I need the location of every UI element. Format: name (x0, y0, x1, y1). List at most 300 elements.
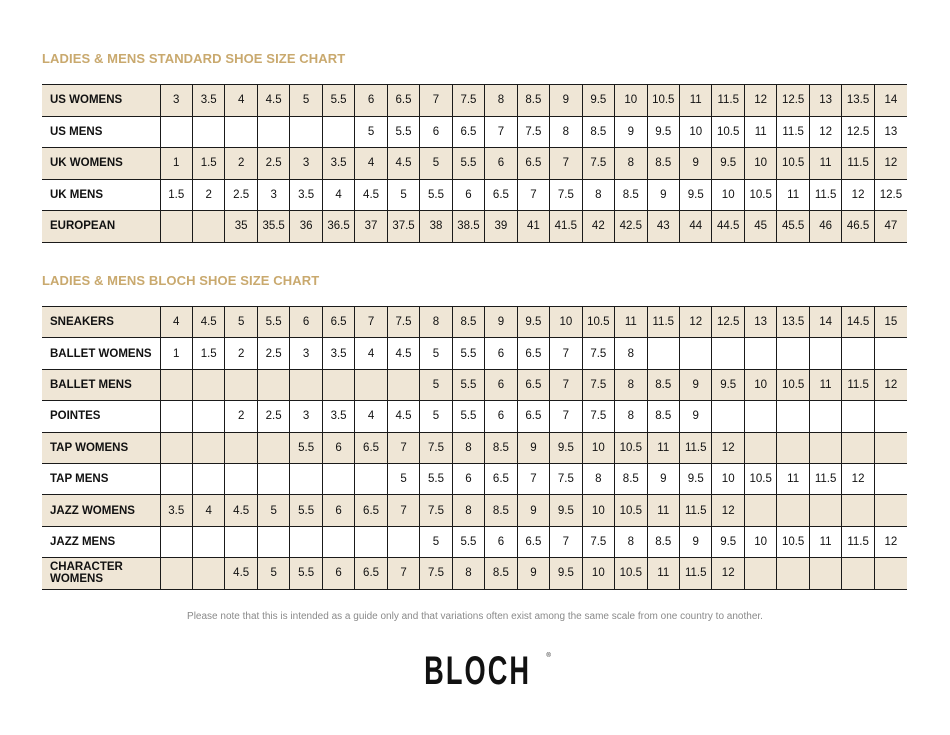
size-cell: 6 (322, 558, 354, 589)
size-cell (842, 338, 874, 369)
size-cell: 8 (452, 495, 484, 526)
size-cell: 38.5 (452, 211, 484, 243)
size-cell: 9.5 (680, 463, 712, 494)
size-cell (777, 338, 809, 369)
size-cell: 5.5 (387, 116, 419, 148)
size-cell: 12 (874, 369, 907, 400)
size-cell: 11.5 (842, 526, 874, 557)
size-cell: 1 (160, 338, 192, 369)
size-cell: 41.5 (550, 211, 582, 243)
size-cell: 12 (680, 307, 712, 338)
size-cell (160, 463, 192, 494)
size-cell: 9.5 (550, 558, 582, 589)
size-cell: 10 (680, 116, 712, 148)
row-label: TAP MENS (50, 473, 109, 486)
size-cell: 2 (225, 401, 257, 432)
size-cell: 6.5 (355, 432, 387, 463)
size-cell: 4 (192, 495, 224, 526)
size-cell: 6.5 (485, 463, 517, 494)
size-cell: 6 (485, 148, 517, 180)
size-cell: 10 (550, 307, 582, 338)
size-cell (777, 558, 809, 589)
size-cell: 9 (517, 432, 549, 463)
size-cell: 6.5 (355, 558, 387, 589)
size-cell: 14.5 (842, 307, 874, 338)
size-cell: 3 (257, 179, 289, 211)
size-cell: 8.5 (485, 495, 517, 526)
size-cell: 10 (582, 495, 614, 526)
size-cell: 11.5 (842, 148, 874, 180)
size-cell: 10 (744, 148, 776, 180)
size-cell: 2 (192, 179, 224, 211)
size-cell: 8.5 (517, 85, 549, 117)
size-cell: 8 (452, 558, 484, 589)
size-cell: 2.5 (225, 179, 257, 211)
size-cell: 5 (420, 369, 452, 400)
row-label: UK WOMENS (42, 148, 160, 180)
row-label: BALLET MENS (42, 369, 160, 400)
size-cell: 11.5 (809, 463, 841, 494)
size-cell: 8.5 (485, 432, 517, 463)
size-cell: 6.5 (387, 85, 419, 117)
size-cell: 45 (744, 211, 776, 243)
size-cell: 11 (680, 85, 712, 117)
size-cell: 12 (712, 558, 744, 589)
size-cell (712, 401, 744, 432)
size-cell: 7.5 (582, 338, 614, 369)
size-cell: 6.5 (355, 495, 387, 526)
size-cell: 7.5 (582, 401, 614, 432)
size-cell: 11 (777, 179, 809, 211)
size-cell: 8.5 (485, 558, 517, 589)
size-cell: 7.5 (517, 116, 549, 148)
size-cell: 5 (420, 526, 452, 557)
size-cell: 8 (582, 463, 614, 494)
size-cell (777, 495, 809, 526)
size-cell: 6 (452, 463, 484, 494)
size-cell (290, 463, 322, 494)
size-cell (647, 338, 679, 369)
size-cell: 13 (744, 307, 776, 338)
size-cell: 45.5 (777, 211, 809, 243)
size-cell: 3.5 (192, 85, 224, 117)
size-cell (225, 369, 257, 400)
size-cell: 14 (809, 307, 841, 338)
size-cell: 2 (225, 148, 257, 180)
size-cell: 4.5 (355, 179, 387, 211)
size-cell: 13.5 (777, 307, 809, 338)
size-cell: 11 (809, 148, 841, 180)
size-cell (874, 401, 907, 432)
row-label: UK MENS (50, 188, 104, 201)
size-cell (192, 211, 224, 243)
size-cell (192, 526, 224, 557)
standard-row (42, 179, 907, 211)
standard-row (42, 148, 907, 180)
size-cell: 10 (615, 85, 647, 117)
size-cell (192, 369, 224, 400)
size-cell: 3 (160, 85, 192, 117)
size-cell: 9.5 (517, 307, 549, 338)
size-cell: 4 (160, 307, 192, 338)
size-cell: 11.5 (647, 307, 679, 338)
size-cell: 6 (485, 369, 517, 400)
size-cell: 15 (874, 307, 907, 338)
size-cell: 38 (420, 211, 452, 243)
size-cell: 9.5 (712, 526, 744, 557)
size-cell (809, 401, 841, 432)
size-cell: 7 (387, 558, 419, 589)
size-cell: 1.5 (192, 338, 224, 369)
size-cell (257, 432, 289, 463)
size-cell: 8 (615, 369, 647, 400)
size-cell (192, 558, 224, 589)
size-cell: 5.5 (257, 307, 289, 338)
size-cell: 10.5 (615, 558, 647, 589)
size-cell: 5.5 (290, 432, 322, 463)
size-cell (842, 401, 874, 432)
size-cell: 9 (680, 401, 712, 432)
size-cell (290, 526, 322, 557)
bloch-row (42, 307, 907, 338)
size-cell: 9 (615, 116, 647, 148)
size-cell: 5.5 (452, 338, 484, 369)
size-cell: 8.5 (615, 179, 647, 211)
size-cell: 4 (322, 179, 354, 211)
size-cell: 12 (874, 526, 907, 557)
size-cell: 8 (615, 401, 647, 432)
standard-row (42, 211, 907, 243)
size-cell: 9.5 (550, 432, 582, 463)
size-cell: 5.5 (420, 463, 452, 494)
size-cell: 2.5 (257, 401, 289, 432)
size-cell: 12 (712, 432, 744, 463)
size-cell: 6 (452, 179, 484, 211)
size-cell (257, 526, 289, 557)
size-cell (809, 495, 841, 526)
size-cell: 1.5 (192, 148, 224, 180)
size-cell: 6 (485, 526, 517, 557)
size-cell (160, 116, 192, 148)
size-cell: 10 (582, 432, 614, 463)
size-cell: 9.5 (647, 116, 679, 148)
size-cell: 2.5 (257, 338, 289, 369)
size-cell (257, 369, 289, 400)
size-cell: 10.5 (744, 463, 776, 494)
size-cell (744, 558, 776, 589)
size-cell (842, 495, 874, 526)
size-cell: 10.5 (582, 307, 614, 338)
bloch-row (42, 369, 907, 400)
size-cell: 3 (290, 338, 322, 369)
size-cell (809, 338, 841, 369)
size-cell: 5 (257, 558, 289, 589)
size-cell: 11 (809, 526, 841, 557)
row-label: TAP WOMENS (42, 432, 160, 463)
size-cell: 8.5 (647, 401, 679, 432)
size-cell: 4 (355, 338, 387, 369)
size-cell: 12.5 (874, 179, 907, 211)
size-cell: 4.5 (387, 338, 419, 369)
size-cell: 2 (225, 338, 257, 369)
size-cell: 9 (680, 148, 712, 180)
size-cell (355, 369, 387, 400)
size-cell (322, 526, 354, 557)
size-cell: 6 (322, 432, 354, 463)
size-cell: 9 (680, 526, 712, 557)
size-cell (874, 495, 907, 526)
size-cell: 44.5 (712, 211, 744, 243)
size-cell (192, 463, 224, 494)
size-cell: 5.5 (290, 495, 322, 526)
size-cell: 8 (582, 179, 614, 211)
size-cell: 4.5 (387, 401, 419, 432)
size-cell: 4 (355, 148, 387, 180)
size-cell: 8 (452, 432, 484, 463)
size-cell (355, 463, 387, 494)
size-cell: 7 (420, 85, 452, 117)
size-cell: 8 (550, 116, 582, 148)
size-cell: 6.5 (517, 369, 549, 400)
size-cell: 7.5 (550, 179, 582, 211)
standard-chart-title: LADIES & MENS STANDARD SHOE SIZE CHART (42, 51, 346, 66)
size-cell: 5.5 (290, 558, 322, 589)
size-cell (160, 211, 192, 243)
size-cell: 4.5 (387, 148, 419, 180)
size-cell: 6.5 (517, 401, 549, 432)
size-cell: 10 (712, 179, 744, 211)
disclaimer-note: Please note that this is intended as a guide only and that variations often exist among the same scale from one country to another. (187, 611, 763, 622)
size-cell: 5.5 (452, 369, 484, 400)
size-cell: 1 (160, 148, 192, 180)
size-cell (387, 526, 419, 557)
size-cell: 9 (647, 463, 679, 494)
size-cell: 35 (225, 211, 257, 243)
size-cell: 10.5 (744, 179, 776, 211)
size-cell: 6.5 (452, 116, 484, 148)
size-cell: 7.5 (582, 148, 614, 180)
size-cell: 12 (744, 85, 776, 117)
size-cell: 7 (517, 463, 549, 494)
size-cell: 8 (615, 338, 647, 369)
size-cell: 11 (647, 432, 679, 463)
size-cell (874, 432, 907, 463)
size-cell: 5 (387, 179, 419, 211)
size-cell: 9 (680, 369, 712, 400)
size-cell: 8 (420, 307, 452, 338)
size-cell: 10 (744, 369, 776, 400)
size-cell: 5 (420, 338, 452, 369)
size-cell (322, 463, 354, 494)
size-cell: 8.5 (615, 463, 647, 494)
size-cell: 7 (485, 116, 517, 148)
size-cell: 9 (517, 558, 549, 589)
size-cell (257, 463, 289, 494)
size-cell (809, 432, 841, 463)
size-cell: 10.5 (777, 369, 809, 400)
size-cell: 5 (355, 116, 387, 148)
size-cell: 42 (582, 211, 614, 243)
size-cell: 11.5 (777, 116, 809, 148)
size-cell: 8 (485, 85, 517, 117)
size-cell (387, 369, 419, 400)
standard-row (42, 85, 907, 117)
size-cell: 6 (322, 495, 354, 526)
row-label: POINTES (50, 410, 101, 423)
size-cell: 6.5 (517, 148, 549, 180)
size-cell (160, 432, 192, 463)
size-cell: 10.5 (777, 526, 809, 557)
size-cell: 7.5 (452, 85, 484, 117)
size-cell: 37 (355, 211, 387, 243)
size-cell: 5.5 (322, 85, 354, 117)
size-cell (355, 526, 387, 557)
size-cell: 9.5 (582, 85, 614, 117)
size-cell: 42.5 (615, 211, 647, 243)
bloch-row (42, 463, 907, 494)
size-cell: 9.5 (550, 495, 582, 526)
registered-mark: ® (546, 653, 551, 659)
size-cell (842, 432, 874, 463)
size-cell: 10 (582, 558, 614, 589)
size-cell: 12.5 (842, 116, 874, 148)
size-cell: 5 (420, 401, 452, 432)
size-cell: 3.5 (160, 495, 192, 526)
size-cell (744, 338, 776, 369)
size-cell: 3 (290, 148, 322, 180)
size-cell: 10.5 (777, 148, 809, 180)
size-cell (160, 369, 192, 400)
row-label: EUROPEAN (42, 211, 160, 243)
size-cell: 7 (550, 369, 582, 400)
size-cell: 7.5 (420, 558, 452, 589)
size-cell: 13 (809, 85, 841, 117)
size-cell: 7.5 (387, 307, 419, 338)
size-cell: 7.5 (550, 463, 582, 494)
size-cell: 7.5 (582, 526, 614, 557)
size-cell: 5.5 (452, 526, 484, 557)
size-cell: 3 (290, 401, 322, 432)
size-cell (744, 432, 776, 463)
size-cell: 9 (517, 495, 549, 526)
size-cell: 13 (874, 116, 907, 148)
size-cell: 1.5 (160, 179, 192, 211)
standard-row (42, 116, 907, 148)
size-cell: 43 (647, 211, 679, 243)
size-cell: 46 (809, 211, 841, 243)
size-cell: 9 (485, 307, 517, 338)
size-cell: 8.5 (452, 307, 484, 338)
size-cell: 13.5 (842, 85, 874, 117)
row-label: CHARACTER WOMENS (42, 558, 160, 589)
size-cell: 10.5 (615, 432, 647, 463)
size-cell: 7 (550, 148, 582, 180)
size-cell (744, 401, 776, 432)
size-cell: 12 (874, 148, 907, 180)
size-cell: 11.5 (680, 558, 712, 589)
size-cell: 7 (517, 179, 549, 211)
size-cell: 3.5 (322, 338, 354, 369)
bloch-row (42, 401, 907, 432)
size-cell (322, 116, 354, 148)
size-cell: 5.5 (452, 148, 484, 180)
size-cell: 10.5 (712, 116, 744, 148)
size-cell: 46.5 (842, 211, 874, 243)
size-cell: 11 (615, 307, 647, 338)
size-cell (192, 401, 224, 432)
size-cell: 6.5 (517, 338, 549, 369)
size-cell (160, 558, 192, 589)
size-cell: 6 (355, 85, 387, 117)
size-cell: 4.5 (225, 558, 257, 589)
size-cell: 8 (615, 526, 647, 557)
size-cell: 5 (257, 495, 289, 526)
size-cell: 11.5 (712, 85, 744, 117)
size-cell (777, 432, 809, 463)
row-label: SNEAKERS (42, 307, 160, 338)
size-cell: 6.5 (322, 307, 354, 338)
size-cell: 4 (355, 401, 387, 432)
size-cell: 6 (420, 116, 452, 148)
size-cell: 8.5 (647, 369, 679, 400)
size-cell: 11 (647, 558, 679, 589)
size-cell: 6.5 (485, 179, 517, 211)
size-cell (192, 432, 224, 463)
bloch-row (42, 432, 907, 463)
size-cell: 3.5 (322, 401, 354, 432)
size-cell: 5 (387, 463, 419, 494)
size-cell: 8 (615, 148, 647, 180)
size-cell: 6 (485, 401, 517, 432)
size-cell (192, 116, 224, 148)
size-cell (160, 401, 192, 432)
bloch-row (42, 338, 907, 369)
size-cell: 11.5 (680, 432, 712, 463)
size-cell: 4.5 (257, 85, 289, 117)
size-cell: 3.5 (322, 148, 354, 180)
size-cell: 11 (777, 463, 809, 494)
size-cell: 12 (842, 179, 874, 211)
size-cell: 4.5 (225, 495, 257, 526)
size-cell (777, 401, 809, 432)
row-label: JAZZ MENS (50, 535, 116, 548)
size-cell: 12 (712, 495, 744, 526)
bloch-logo (0, 647, 950, 695)
size-cell: 10 (744, 526, 776, 557)
size-cell: 4 (225, 85, 257, 117)
size-cell: 5 (290, 85, 322, 117)
row-label: US MENS (50, 125, 103, 138)
size-cell (322, 369, 354, 400)
size-cell: 9.5 (680, 179, 712, 211)
size-cell: 5.5 (452, 401, 484, 432)
size-cell: 37.5 (387, 211, 419, 243)
size-cell (225, 526, 257, 557)
size-cell (842, 558, 874, 589)
size-cell: 5 (420, 148, 452, 180)
size-cell (225, 116, 257, 148)
size-cell: 6.5 (517, 526, 549, 557)
size-cell (680, 338, 712, 369)
row-label: BALLET WOMENS (50, 347, 152, 360)
size-cell: 7.5 (420, 495, 452, 526)
size-cell: 3.5 (290, 179, 322, 211)
size-cell (874, 463, 907, 494)
size-cell: 7 (387, 495, 419, 526)
size-cell (225, 463, 257, 494)
size-cell: 8.5 (647, 148, 679, 180)
size-cell (874, 558, 907, 589)
